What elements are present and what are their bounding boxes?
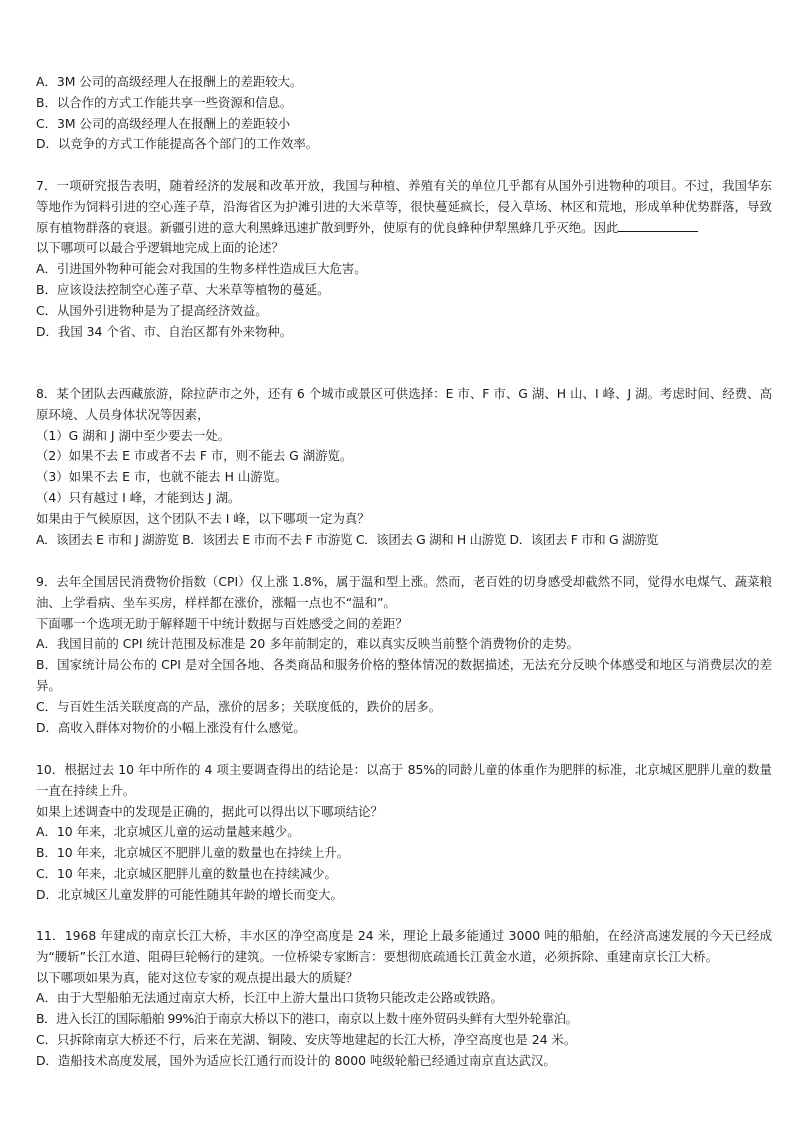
q10-option-b: B．10 年来，北京城区不肥胖儿童的数量也在持续上升。 <box>36 845 350 861</box>
q6-option-d: D．以竞争的方式工作能提高各个部门的工作效率。 <box>36 136 319 152</box>
q8-condition-2: （2）如果不去 E 市或者不去 F 市，则不能去 G 湖游览。 <box>36 448 353 464</box>
q7-option-b: B．应该设法控制空心莲子草、大米草等植物的蔓延。 <box>36 281 330 297</box>
q7-stem: 7．一项研究报告表明，随着经济的发展和改革开放，我国与种植、养殖有关的单位几乎都有从国外引进物种的项目。不过，我国华东等地作为饲料引进的空心莲子草，沿海省区为护滩引进的大米草等，很快蔓延疯长，侵入草场、林区和荒地，形成单种优势群落，导致原有植物群落的衰退。新疆引进的意大利黑蜂迅速扩散到野外，使原有的优良蜂种伊犁黑蜂几乎灭绝。因此 <box>36 178 772 235</box>
q11-question: 以下哪项如果为真，能对这位专家的观点提出最大的质疑？ <box>36 969 359 985</box>
q7-blank <box>618 219 698 232</box>
q9-question: 下面哪一个选项无助于解释题干中统计数据与百姓感受之间的差距？ <box>36 615 408 631</box>
q9-option-d: D．高收入群体对物价的小幅上涨没有什么感觉。 <box>36 719 306 735</box>
q8-stem: 8．某个团队去西藏旅游，除拉萨市之外，还有 6 个城市或景区可供选择：E 市、F 市、G 湖、H 山、I 峰、J 湖。考虑时间、经费、高原环境、人员身体状况等因素， <box>36 386 772 422</box>
q8-question: 如果由于气候原因，这个团队不去 I 峰，以下哪项一定为真？ <box>36 510 370 526</box>
question-10 <box>36 760 772 906</box>
q6-options <box>36 72 772 155</box>
q7-option-c: C．从国外引进物种是为了提高经济效益。 <box>36 302 268 318</box>
q11-option-d: D．造船技术高度发展，国外为适应长江通行而设计的 8000 吨级轮船已经通过南京直达武汉。 <box>36 1052 556 1068</box>
question-7 <box>36 176 772 342</box>
q10-stem: 10．根据过去 10 年中所作的 4 项主要调查得出的结论是：以高于 85%的同龄儿童的体重作为肥胖的标准，北京城区肥胖儿童的数量一直在持续上升。 <box>36 762 772 798</box>
q9-option-b: B．国家统计局公布的 CPI 是对全国各地、各类商品和服务价格的整体情况的数据描述，无法充分反映个体感受和地区与消费层次的差异。 <box>36 657 772 693</box>
q7-option-a: A．引进国外物种可能会对我国的生物多样性造成巨大危害。 <box>36 261 367 277</box>
q6-option-b: B．以合作的方式工作能共享一些资源和信息。 <box>36 94 293 110</box>
q6-option-c: C．3M 公司的高级经理人在报酬上的差距较小 <box>36 115 291 131</box>
question-9 <box>36 572 772 738</box>
q10-option-c: C．10 年来，北京城区肥胖儿童的数量也在持续减少。 <box>36 865 337 881</box>
question-8 <box>36 384 772 550</box>
q10-option-a: A．10 年来，北京城区儿童的运动量越来越少。 <box>36 824 300 840</box>
q11-option-a: A．由于大型船舶无法通过南京大桥，长江中上游大量出口货物只能改走公路或铁路。 <box>36 990 503 1006</box>
q7-option-d: D．我国 34 个省、市、自治区都有外来物种。 <box>36 323 293 339</box>
q8-condition-4: （4）只有越过 I 峰，才能到达 J 湖。 <box>36 489 241 505</box>
q10-option-d: D．北京城区儿童发胖的可能性随其年龄的增长而变大。 <box>36 886 343 902</box>
q11-option-b: B．进入长江的国际船舶 99%泊于南京大桥以下的港口，南京以上数十座外贸码头鲜有大型外轮靠泊。 <box>36 1011 578 1027</box>
q7-question: 以下哪项可以最合乎逻辑地完成上面的论述？ <box>36 240 284 256</box>
q9-option-c: C．与百姓生活关联度高的产品，涨价的居多；关联度低的，跌价的居多。 <box>36 698 442 714</box>
q10-question: 如果上述调查中的发现是正确的，据此可以得出以下哪项结论？ <box>36 803 383 819</box>
q11-option-c: C．只拆除南京大桥还不行，后来在芜湖、铜陵、安庆等地建起的长江大桥，净空高度也是 24 米。 <box>36 1031 577 1047</box>
q6-option-a: A．3M 公司的高级经理人在报酬上的差距较大。 <box>36 74 303 89</box>
q8-options: A．该团去 E 市和 J 湖游览 B．该团去 E 市而不去 F 市游览 C．该团去 G 湖和 H 山游览 D．该团去 F 市和 G 湖游览 <box>36 531 659 547</box>
question-11 <box>36 926 772 1072</box>
q11-stem: 11．1968 年建成的南京长江大桥，丰水区的净空高度是 24 米，理论上最多能通过 3000 吨的船舶，在经济高速发展的今天已经成为“腰斩”长江水道、阻碍巨轮畅行的建筑。一位桥梁专家断言：要想彻底疏通长江黄金水道，必须拆除、重建南京长江大桥。 <box>36 928 772 964</box>
q8-condition-1: （1）G 湖和 J 湖中至少要去一处。 <box>36 427 231 443</box>
q8-condition-3: （3）如果不去 E 市，也就不能去 H 山游览。 <box>36 469 288 485</box>
q9-stem: 9．去年全国居民消费物价指数（CPI）仅上涨 1.8%，属于温和型上涨。然而，老百姓的切身感受却截然不同，觉得水电煤气、蔬菜粮油、上学看病、坐车买房，样样都在涨价，涨幅一点也不“温和”。 <box>36 574 772 610</box>
q9-option-a: A．我国目前的 CPI 统计范围及标准是 20 多年前制定的，难以真实反映当前整个消费物价的走势。 <box>36 636 580 652</box>
